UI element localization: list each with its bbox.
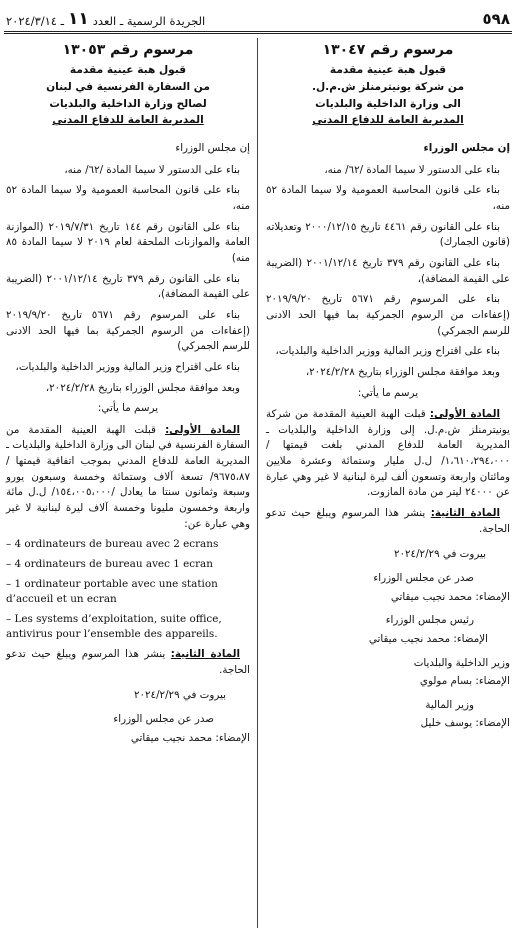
article-2 (6, 647, 250, 678)
article-2 (266, 506, 510, 537)
article-label: المادة الثانية: (170, 647, 241, 660)
recital: بناء على المرسوم رقم ٥٦٧١ تاريخ ٢٠١٩/٩/٢٠ (إعفاءات من الرسوم الجمركية بما فيها الحد الادنى للرسم الجمركي) (266, 293, 510, 337)
article-label: المادة الأولى: (429, 408, 500, 421)
recital: بناء على الدستور لا سيما المادة /٦٢/ منه، (64, 163, 240, 176)
decree-subtitle: الى وزارة الداخلية والبلديات (315, 97, 461, 110)
signature: الإمضاء: يوسف خليل (420, 717, 510, 730)
signature: الإمضاء: محمد نجيب ميقاتي (368, 632, 488, 645)
recital: بناء على القانون رقم ٣٧٩ تاريخ ٢٠٠١/١٢/١٤ (الضريبة على القيمة المضافة)، (266, 257, 510, 285)
signatory-title: رئيس مجلس الوزراء (385, 614, 474, 627)
decree-title: مرسوم رقم ١٣٠٥٣ (62, 42, 194, 58)
decree-subtitle: المديرية العامة للدفاع المدني (52, 114, 204, 127)
page-number: ٥٩٨ (482, 10, 510, 28)
council-heading: إن مجلس الوزراء (175, 142, 250, 155)
decree-subtitle: قبول هبة عينية مقدمة (329, 64, 447, 77)
article-label: المادة الأولى: (165, 423, 240, 436)
decree-formula: يرسم ما يأتي: (97, 402, 159, 415)
header-rule-top (4, 31, 512, 32)
gazette-name: الجريدة الرسمية ـ العدد (92, 14, 206, 28)
decree-13053-column (6, 40, 250, 754)
list-item: – Les systems d’exploitation, suite office, antivirus pour l’ensemble des appareils. (6, 612, 222, 641)
decree-subtitle: المديرية العامة للدفاع المدني (312, 114, 464, 127)
article-text: ينشر هذا المرسوم ويبلغ حيث تدعو الحاجة. (6, 647, 250, 676)
recital: بناء على قانون المحاسبة العمومية ولا سيما المادة ٥٢ منه، (266, 184, 510, 213)
article-1 (6, 423, 250, 532)
issued-by: صدر عن مجلس الوزراء (373, 571, 474, 584)
council-heading: إن مجلس الوزراء (423, 142, 510, 155)
article-1 (266, 407, 510, 501)
article-text: ينشر هذا المرسوم ويبلغ حيث تدعو الحاجة. (266, 507, 510, 535)
gazette-issue-line (6, 11, 205, 28)
recital: بناء على المرسوم رقم ٥٦٧١ تاريخ ٢٠١٩/٩/٢٠ (إعفاءات من الرسوم الجمركية بما فيها الحد الادنى للرسم الجمركي) (6, 308, 250, 353)
recital: بناء على اقتراح وزير المالية ووزير الداخلية والبلديات، (275, 345, 500, 358)
header-rule-bottom (4, 33, 512, 34)
decree-subtitle: لصالح وزارة الداخلية والبلديات (49, 97, 207, 110)
recital: بناء على القانون رقم ١٤٤ تاريخ ٢٠١٩/٧/٣١ (الموازنة العامة والموازنات الملحقة لعام ٢٠١٩ لا سيما المادة ٨٥ منه) (6, 220, 250, 265)
decree-subtitle: من السفارة الفرنسية في لبنان (46, 81, 210, 93)
list-item: – 4 ordinateurs de bureau avec 2 ecrans (6, 538, 219, 551)
recital: بناء على القانون رقم ٤٤٦١ تاريخ ٢٠٠٠/١٢/١٥ وتعديلاته (قانون الجمارك) (266, 220, 510, 249)
decree-subtitle: من شركة يونيترمنلز ش.م.ل. (311, 81, 465, 93)
recital: بناء على اقتراح وزير المالية ووزير الداخلية والبلديات، (15, 360, 240, 373)
recital: بناء على قانون المحاسبة العمومية ولا سيما المادة ٥٢ منه، (6, 184, 250, 213)
signing-date: بيروت في ٢٠٢٤/٢/٢٩ (393, 548, 486, 561)
decree-subtitle: قبول هبة عينية مقدمة (69, 64, 187, 77)
recital: وبعد موافقة مجلس الوزراء بتاريخ ٢٠٢٤/٢/٢٨، (305, 365, 500, 378)
recital: بناء على القانون رقم ٣٧٩ تاريخ ٢٠٠١/١٢/١٤ (الضريبة على القيمة المضافة)، (6, 272, 250, 301)
article-text: قبلت الهبة العينية المقدمة من شركة يونيترمنلز ش.م.ل. إلى وزارة الداخلية والبلديات ـ المديرية العامة للدفاع المدني بلغت قيمتها /١،٦١٠،٢٩٤،٠٠٠/ ل.ل مليار وستمائة وعشرة ملايين ومائتان واربعة وتسعون ألف ليرة لبنانية لا غير وهي عبارة عن ٢٤٠٠٠ ليتر من مادة المازوت. (266, 408, 510, 499)
decree-13047-column (266, 40, 510, 740)
recital: وبعد موافقة مجلس الوزراء بتاريخ ٢٠٢٤/٢/٢٨، (45, 381, 240, 394)
signatory-title: وزير المالية (425, 698, 474, 711)
list-item: – 1 ordinateur portable avec une station d’accueil et un ecran (6, 577, 218, 606)
article-text: قبلت الهبة العينية المقدمة من السفارة الفرنسية في لبنان الى وزارة الداخلية والبلديات ـ المديرية العامة للدفاع المدني بموجب اتفاقية قيمتها /٩٦٧٥،٨٧/ تسعة آلاف وستمائة وخمسة وسبعون يورو وسبعة وثمانون سنتا ما يعادل /١٥٤،٠٠٥،٠٠٠/ ل.ل مائة واربعة وخمسون مليونا وخمسة آلاف ليرة لبنانية لا غير وهي عبارة عن: (6, 423, 250, 530)
column-divider (257, 38, 258, 928)
signature: الإمضاء: بسام مولوي (419, 675, 510, 688)
list-item: – 4 ordinateurs de bureau avec 1 ecran (6, 557, 213, 570)
issue-date: ـ ٢٠٢٤/٣/١٤ (6, 14, 65, 28)
signature: الإمضاء: محمد نجيب ميقاتي (390, 590, 510, 603)
decree-title: مرسوم رقم ١٣٠٤٧ (322, 42, 454, 58)
decree-formula: يرسم ما يأتي: (357, 386, 419, 399)
recital: بناء على الدستور لا سيما المادة /٦٢/ منه، (324, 163, 500, 176)
page-header (6, 6, 510, 28)
signature: الإمضاء: محمد نجيب ميقاتي (130, 731, 250, 744)
issued-by: صدر عن مجلس الوزراء (113, 712, 214, 725)
article-label: المادة الثانية: (430, 507, 501, 520)
signing-date: بيروت في ٢٠٢٤/٢/٢٩ (133, 689, 226, 702)
signatory-title: وزير الداخلية والبلديات (413, 656, 510, 669)
issue-number: ١١ (68, 9, 89, 29)
